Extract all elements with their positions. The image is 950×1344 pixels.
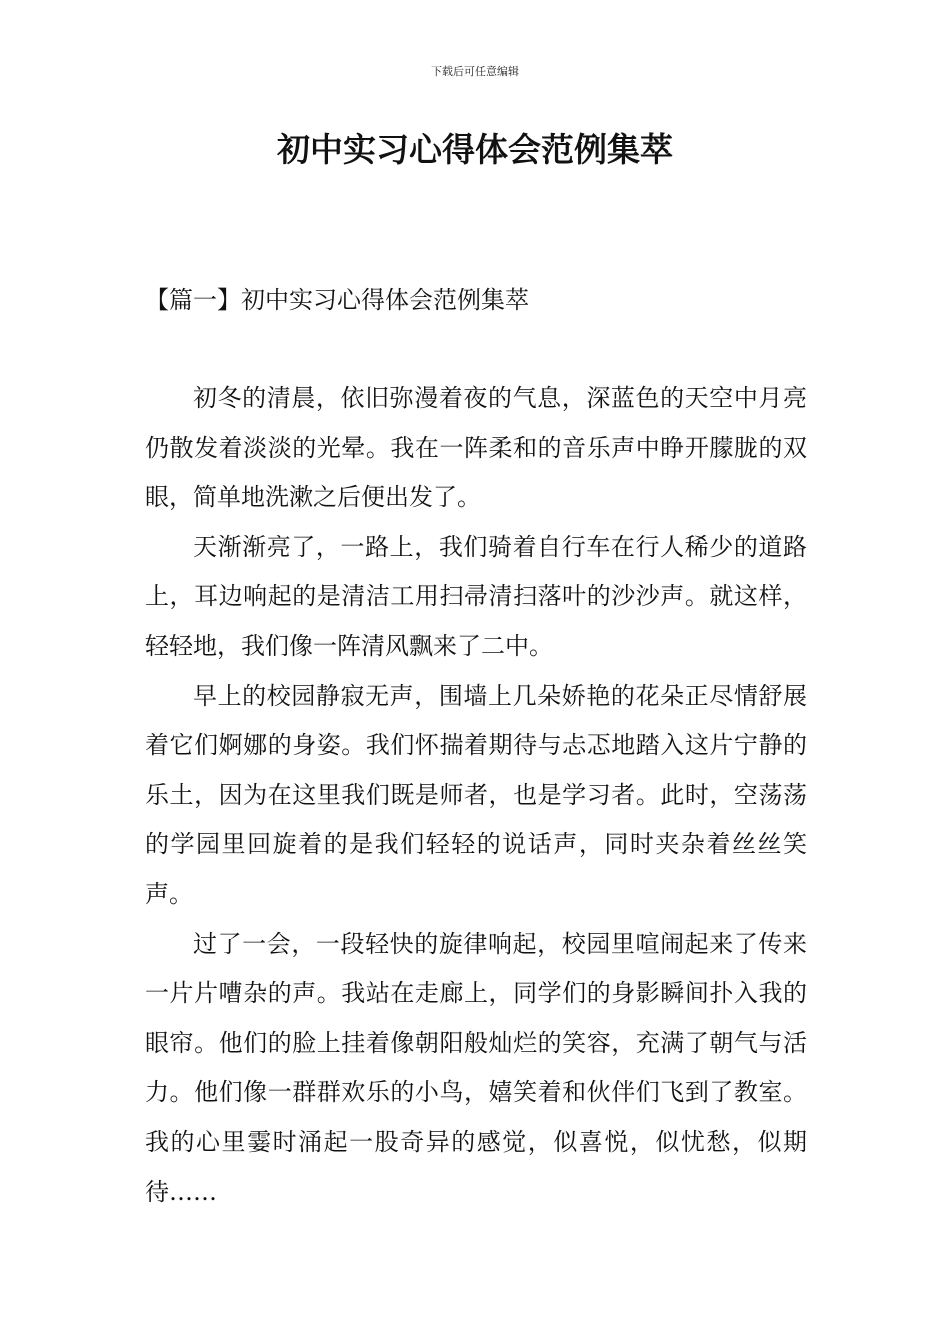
- paragraph-3: 早上的校园静寂无声，围墙上几朵娇艳的花朵正尽情舒展着它们婀娜的身姿。我们怀揣着期待与忐忑地踏入这片宁静的乐土，因为在这里我们既是师者，也是学习者。此时，空荡荡的学园里回旋着的是我们轻轻的说话声，同时夹杂着丝丝笑声。: [145, 681, 807, 908]
- body-text: [145, 374, 807, 1217]
- section-heading: 【篇一】初中实习心得体会范例集萃: [145, 286, 529, 314]
- header-note: 下载后可任意编辑: [431, 65, 519, 78]
- paragraph-1: 初冬的清晨，依旧弥漫着夜的气息，深蓝色的天空中月亮仍散发着淡淡的光晕。我在一阵柔和的音乐声中睁开朦胧的双眼，简单地洗漱之后便出发了。: [145, 384, 807, 512]
- paragraph-4: 过了一会，一段轻快的旋律响起，校园里喧闹起来了传来一片片嘈杂的声。我站在走廊上，同学们的身影瞬间扑入我的眼帘。他们的脸上挂着像朝阳般灿烂的笑容，充满了朝气与活力。他们像一群群欢乐的小鸟，嬉笑着和伙伴们飞到了教室。我的心里霎时涌起一股奇异的感觉，似喜悦，似忧愁，似期待……: [145, 929, 807, 1206]
- paragraph-2: 天渐渐亮了，一路上，我们骑着自行车在行人稀少的道路上，耳边响起的是清洁工用扫帚清扫落叶的沙沙声。就这样，轻轻地，我们像一阵清风飘来了二中。: [145, 532, 807, 660]
- document-title: 初中实习心得体会范例集萃: [277, 130, 673, 169]
